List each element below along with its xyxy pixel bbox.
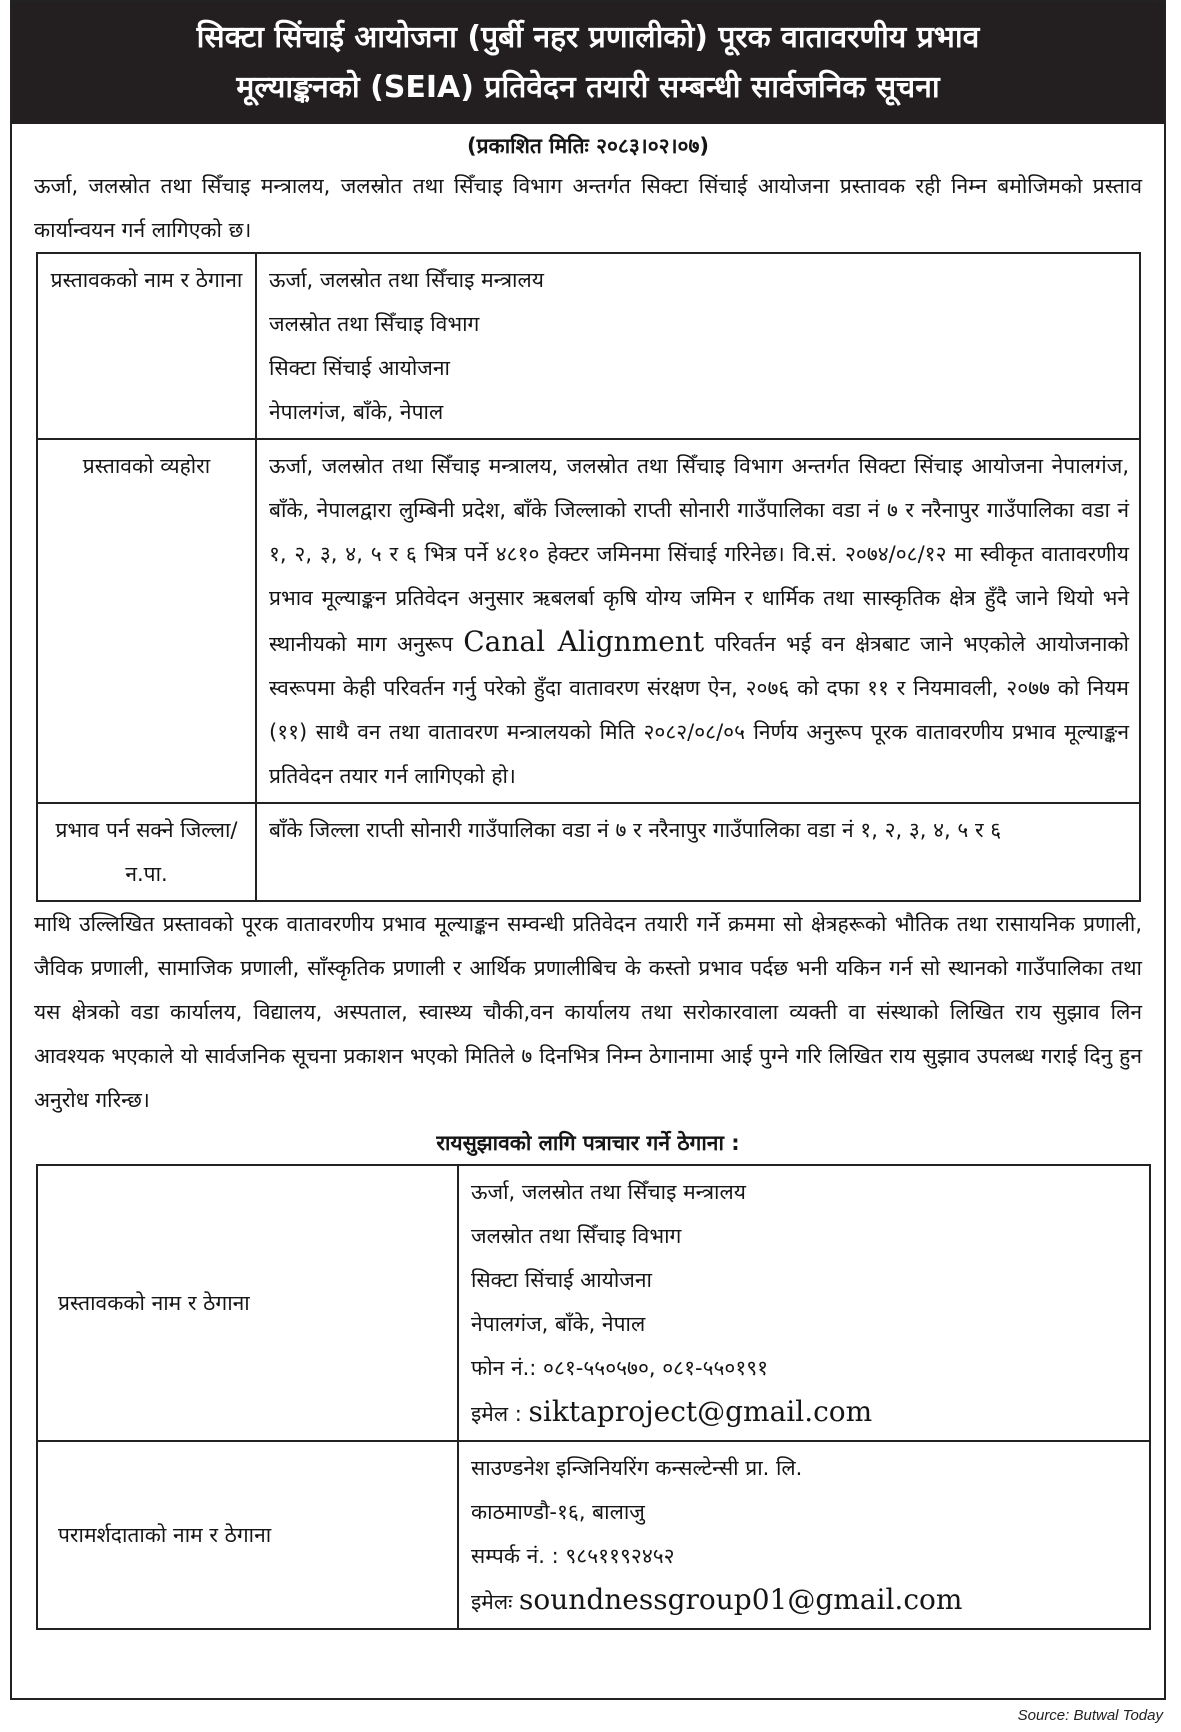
consultant-email[interactable]: soundnessgroup01@gmail.com	[519, 1583, 963, 1616]
phone-line: सम्पर्क नं. : ९८५११९२४५२	[471, 1544, 675, 1568]
phone-line: फोन नं.: ०८१-५५०५७०, ०८१-५५०१९१	[471, 1356, 769, 1380]
affected-area-label: प्रभाव पर्न सक्ने जिल्ला/न.पा.	[37, 803, 256, 901]
consultant-label: परामर्शदाताको नाम र ठेगाना	[37, 1441, 458, 1629]
table-row	[37, 253, 1140, 439]
proposal-details-label: प्रस्तावको व्यहोरा	[37, 439, 256, 803]
proposer-address	[256, 253, 1140, 439]
address-line: सिक्टा सिंचाई आयोजना	[269, 356, 450, 380]
notice-title-line-2: मूल्याङ्कनको (SEIA) प्रतिवेदन तयारी सम्बन्धी सार्वजनिक सूचना	[236, 70, 940, 105]
proposal-details	[256, 439, 1140, 803]
contact-line: काठमाण्डौ-१६, बालाजु	[471, 1500, 645, 1524]
address-line: ऊर्जा, जलस्रोत तथा सिँचाइ मन्त्रालय	[269, 268, 544, 292]
proposer-email[interactable]: siktaproject@gmail.com	[528, 1395, 873, 1428]
contact-table	[36, 1164, 1151, 1630]
proposer-contact-label: प्रस्तावकको नाम र ठेगाना	[37, 1165, 458, 1441]
contact-line: ऊर्जा, जलस्रोत तथा सिँचाइ मन्त्रालय	[471, 1180, 746, 1204]
proposal-text-part-1: ऊर्जा, जलस्रोत तथा सिँचाइ मन्त्रालय, जलस्रोत तथा सिँचाइ विभाग अन्तर्गत सिक्टा सिंचाइ आयोजना नेपालगंज, बाँके, नेपालद्वारा लुम्बिनी प्रदेश, बाँके जिल्लाको राप्ती सोनारी गाउँपालिका वडा नं ७ र नरैनापुर गाउँपालिका वडा नं १, २, ३, ४, ५ र ६ भित्र पर्ने ४८१० हेक्टर जमिनमा सिंचाई गरिनेछ। वि.सं. २०७४/०८/१२ मा स्वीकृत वातावरणीय प्रभाव मूल्याङ्कन प्रतिवेदन अनुसार ऋबलर्बा कृषि योग्य जमिन र धार्मिक तथा सास्कृतिक क्षेत्र हुँदै जाने थियो भने स्थानीयको माग अनुरूप	[269, 454, 1129, 656]
canal-alignment-term: Canal Alignment	[463, 625, 705, 658]
proposal-text-part-2: परिवर्तन भई वन क्षेत्रबाट जाने भएकोले आयोजनाको स्वरूपमा केही परिवर्तन गर्नु परेको हुँदा वातावरण संरक्षण ऐन, २०७६ को दफा ११ र नियमावली, २०७७ को नियम (११) साथै वन तथा वातावरण मन्त्रालयको मिति २०८२/०८/०५ निर्णय अनुरूप पूरक वातावरणीय प्रभाव मूल्याङ्कन प्रतिवेदन तयार गर्न लागिएको हो।	[269, 632, 1129, 788]
proposer-label: प्रस्तावकको नाम र ठेगाना	[37, 253, 256, 439]
intro-paragraph: ऊर्जा, जलस्रोत तथा सिँचाइ मन्त्रालय, जलस्रोत तथा सिँचाइ विभाग अन्तर्गत सिक्टा सिंचाई आयोजना प्रस्तावक रही निम्न बमोजिमको प्रस्ताव कार्यान्वयन गर्न लागिएको छ।	[34, 174, 1142, 242]
email-label: इमेल :	[471, 1402, 522, 1426]
email-label: इमेलः	[471, 1590, 513, 1614]
contact-line: नेपालगंज, बाँके, नेपाल	[471, 1312, 646, 1336]
table-row	[37, 1165, 1150, 1441]
consultant-contact	[458, 1441, 1150, 1629]
public-notice	[10, 0, 1166, 1700]
table-row	[37, 1441, 1150, 1629]
address-line: जलस्रोत तथा सिँचाइ विभाग	[269, 312, 480, 336]
proposer-contact	[458, 1165, 1150, 1441]
address-line: नेपालगंज, बाँके, नेपाल	[269, 400, 444, 424]
notice-title-line-1: सिक्टा सिंचाई आयोजना (पुर्बी नहर प्रणालीको) पूरक वातावरणीय प्रभाव	[196, 20, 980, 55]
affected-area: बाँके जिल्ला राप्ती सोनारी गाउँपालिका वडा नं ७ र नरैनापुर गाउँपालिका वडा नं १, २, ३, ४, ५ र ६	[256, 803, 1140, 901]
source-credit: Source: Butwal Today	[1017, 1707, 1163, 1724]
body-paragraph: माथि उल्लिखित प्रस्तावको पूरक वातावरणीय प्रभाव मूल्याङ्कन सम्वन्धी प्रतिवेदन तयारी गर्ने क्रममा सो क्षेत्रहरूको भौतिक तथा रासायनिक प्रणाली, जैविक प्रणाली, सामाजिक प्रणाली, साँस्कृतिक प्रणाली र आर्थिक प्रणालीबिच के कस्तो प्रभाव पर्दछ भनी यकिन गर्न सो स्थानको गाउँपालिका तथा यस क्षेत्रको वडा कार्यालय, विद्यालय, अस्पताल, स्वास्थ्य चौकी,वन कार्यालय तथा सरोकारवाला व्यक्ती वा संस्थाको लिखित राय सुझाव लिन आवश्यक भएकाले यो सार्वजनिक सूचना प्रकाशन भएको मितिले ७ दिनभित्र निम्न ठेगानामा आई पुग्ने गरि लिखित राय सुझाव उपलब्ध गराई दिनु हुन अनुरोध गरिन्छ।	[34, 912, 1142, 1112]
email-line	[471, 1390, 1137, 1436]
publication-date: (प्रकाशित मितिः २०८३।०२।०७)	[467, 134, 709, 158]
proposal-table	[36, 252, 1141, 902]
table-row	[37, 803, 1140, 901]
contact-line: सिक्टा सिंचाई आयोजना	[471, 1268, 652, 1292]
notice-header	[12, 2, 1164, 124]
contact-line: साउण्डनेश इन्जिनियरिंग कन्सल्टेन्सी प्रा. लि.	[471, 1456, 803, 1480]
contact-heading: रायसुझावको लागि पत्राचार गर्ने ठेगाना :	[436, 1131, 740, 1155]
table-row	[37, 439, 1140, 803]
email-line	[471, 1578, 1137, 1624]
contact-line: जलस्रोत तथा सिँचाइ विभाग	[471, 1224, 682, 1248]
